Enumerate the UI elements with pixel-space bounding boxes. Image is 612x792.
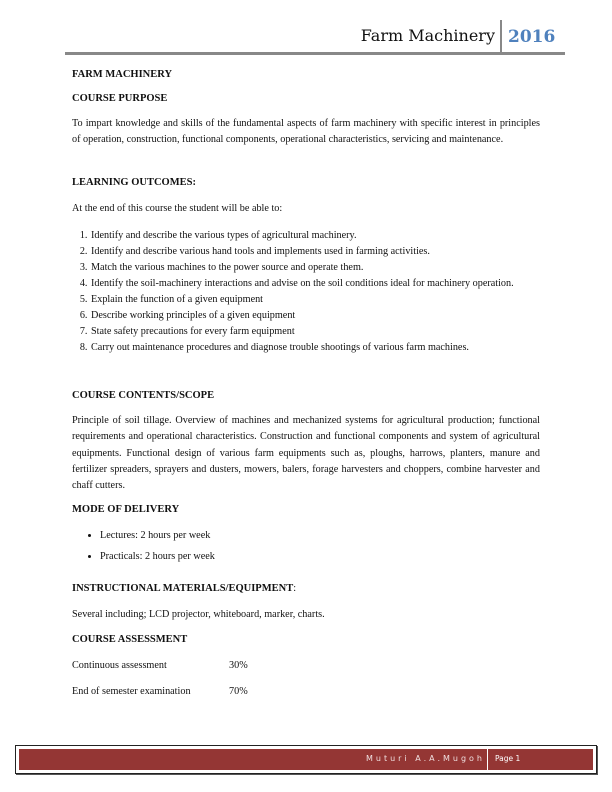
materials-heading: INSTRUCTIONAL MATERIALS/EQUIPMENT (72, 583, 294, 594)
list-item: 2. Identify and describe various hand tools and implements used in farming activities. (90, 244, 554, 260)
footer-author: Muturi A.A.Mugoh (366, 754, 485, 763)
header-year: 2016 (508, 27, 556, 47)
assessment-value: 30% (229, 660, 248, 671)
assessment-row (72, 686, 540, 697)
doc-title: FARM MACHINERY (72, 69, 173, 80)
assessment-heading: COURSE ASSESSMENT (72, 634, 188, 645)
footer-band (19, 749, 593, 770)
list-item: 3. Match the various machines to the power source and operate them. (90, 260, 554, 276)
outcomes-list (76, 228, 554, 356)
outcomes-intro: At the end of this course the student will be able to: (72, 203, 283, 214)
assessment-label: End of semester examination (72, 686, 191, 697)
header-title: Farm Machinery (360, 26, 495, 45)
list-item: 8. Carry out maintenance procedures and diagnose trouble shootings of various farm machines. (90, 340, 554, 356)
list-item: 4. Identify the soil-machinery interactions and advise on the soil conditions ideal for machinery operation. (90, 276, 554, 292)
list-item: • Practicals: 2 hours per week (100, 551, 568, 562)
header-divider (500, 20, 502, 55)
header-rule (65, 52, 565, 55)
materials-text: Several including; LCD projector, whiteboard, marker, charts. (72, 609, 325, 620)
list-item: 1. Identify and describe the various types of agricultural machinery. (90, 228, 554, 244)
list-item: 7. State safety precautions for every farm equipment (90, 324, 554, 340)
assessment-value: 70% (229, 686, 248, 697)
footer-divider (487, 749, 488, 770)
assessment-label: Continuous assessment (72, 660, 167, 671)
contents-text: Principle of soil tillage. Overview of machines and mechanized systems for agricultural production; functional requirements and operational characteristics. Construction and functional components and system of agricultural equipments. Functional design of various farm equipments such as, ploughs, harrows, planters, manure and fertilizer spreaders, sprayers and dusters, mowers, balers, forage harvesters and choppers, combine harvester and chaff cutters. (72, 415, 540, 492)
contents-heading: COURSE CONTENTS/SCOPE (72, 390, 215, 401)
list-item: 6. Describe working principles of a given equipment (90, 308, 554, 324)
footer-page-number: Page 1 (495, 754, 521, 763)
purpose-heading: COURSE PURPOSE (72, 93, 168, 104)
assessment-row (72, 660, 540, 671)
materials-heading-line (72, 583, 540, 594)
footer (15, 745, 597, 774)
materials-colon: : (293, 583, 297, 594)
outcomes-heading: LEARNING OUTCOMES: (72, 177, 196, 188)
delivery-list (80, 530, 568, 562)
list-item: 5. Explain the function of a given equipment (90, 292, 554, 308)
purpose-text: To impart knowledge and skills of the fundamental aspects of farm machinery with specific interest in principles of operation, construction, functional components, operational characteristics, servicing and maintenance. (72, 118, 540, 146)
delivery-heading: MODE OF DELIVERY (72, 504, 180, 515)
list-item: • Lectures: 2 hours per week (100, 530, 568, 541)
